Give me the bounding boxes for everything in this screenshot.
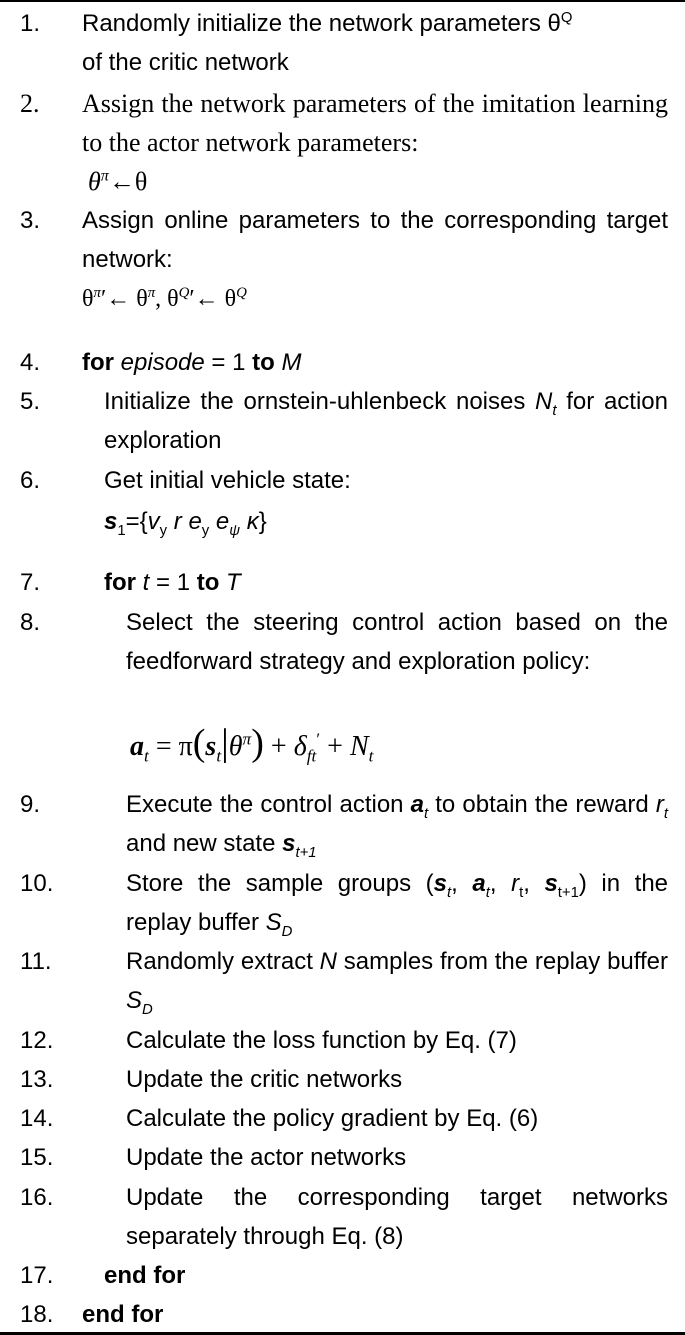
step-number: 16.	[20, 1184, 54, 1211]
step-text: Execute the control action $a_t$ to obtain the reward $r_t$ and new state $s_{t+1}$	[126, 791, 668, 861]
step-number: 17.	[20, 1262, 54, 1289]
step-formula: $\theta^\pi'\leftarrow$ $\theta^\pi$, $\theta^Q'\leftarrow$ $\theta^Q$	[82, 285, 247, 312]
step-number: 3.	[20, 207, 41, 234]
step-equation: $a_t = \pi(s_t|\theta^\pi) + \delta_{ft}' + N_t$	[130, 722, 374, 766]
step-number: 11.	[20, 948, 52, 975]
step-number: 6.	[20, 467, 41, 494]
step-number: 13.	[20, 1066, 54, 1093]
step-number: 2.	[20, 89, 40, 118]
step-number: 4.	[20, 349, 41, 376]
step-number: 5.	[20, 388, 41, 415]
step-number: 9.	[20, 791, 41, 818]
step-text: Update the critic networks	[126, 1066, 403, 1093]
step-number: 18.	[20, 1301, 54, 1328]
step-text: for t = 1 to T	[104, 569, 241, 596]
step-text: Select the steering control action based on the feedforward strategy and exploration policy:	[126, 609, 668, 675]
step-text: Assign the network parameters of the imitation learning to the actor network parameters:	[82, 89, 668, 157]
step-number: 12.	[20, 1027, 54, 1054]
step-text: Store the sample groups ($s_t$, $a_t$, $r_t$, $s_{t+1}$) in the replay buffer $S_D$	[126, 870, 669, 940]
step-text: Randomly initialize the network parameters $\theta^Q$ of the critic network	[82, 10, 573, 76]
step-text: Update the corresponding target networks separately through Eq. (8)	[126, 1184, 668, 1250]
step-text: end for	[104, 1262, 186, 1289]
step-formula: $s_1=\{v_y$ r $e_y$ $e_\psi$ κ}	[104, 508, 267, 539]
step-number: 10.	[20, 870, 54, 897]
top-rule	[0, 0, 685, 2]
step-number: 15.	[20, 1144, 54, 1171]
step-text: Initialize the ornstein-uhlenbeck noises $N_t$ for action exploration	[104, 388, 668, 454]
step-number: 1.	[20, 10, 41, 37]
step-text: Calculate the loss function by Eq. (7)	[126, 1027, 517, 1054]
step-text: Assign online parameters to the corresponding target network:	[82, 207, 668, 273]
step-text: Update the actor networks	[126, 1144, 407, 1171]
step-formula: $\theta^\pi\leftarrow\theta$	[88, 167, 148, 196]
step-number: 8.	[20, 609, 41, 636]
step-number: 7.	[20, 569, 41, 596]
step-text: Calculate the policy gradient by Eq. (6)	[126, 1105, 539, 1132]
step-text: Randomly extract N samples from the replay buffer $S_D$	[126, 948, 668, 1018]
step-text: for episode = 1 to M	[82, 349, 302, 376]
step-text: end for	[82, 1301, 164, 1328]
step-text: Get initial vehicle state:	[104, 467, 351, 494]
step-number: 14.	[20, 1105, 54, 1132]
